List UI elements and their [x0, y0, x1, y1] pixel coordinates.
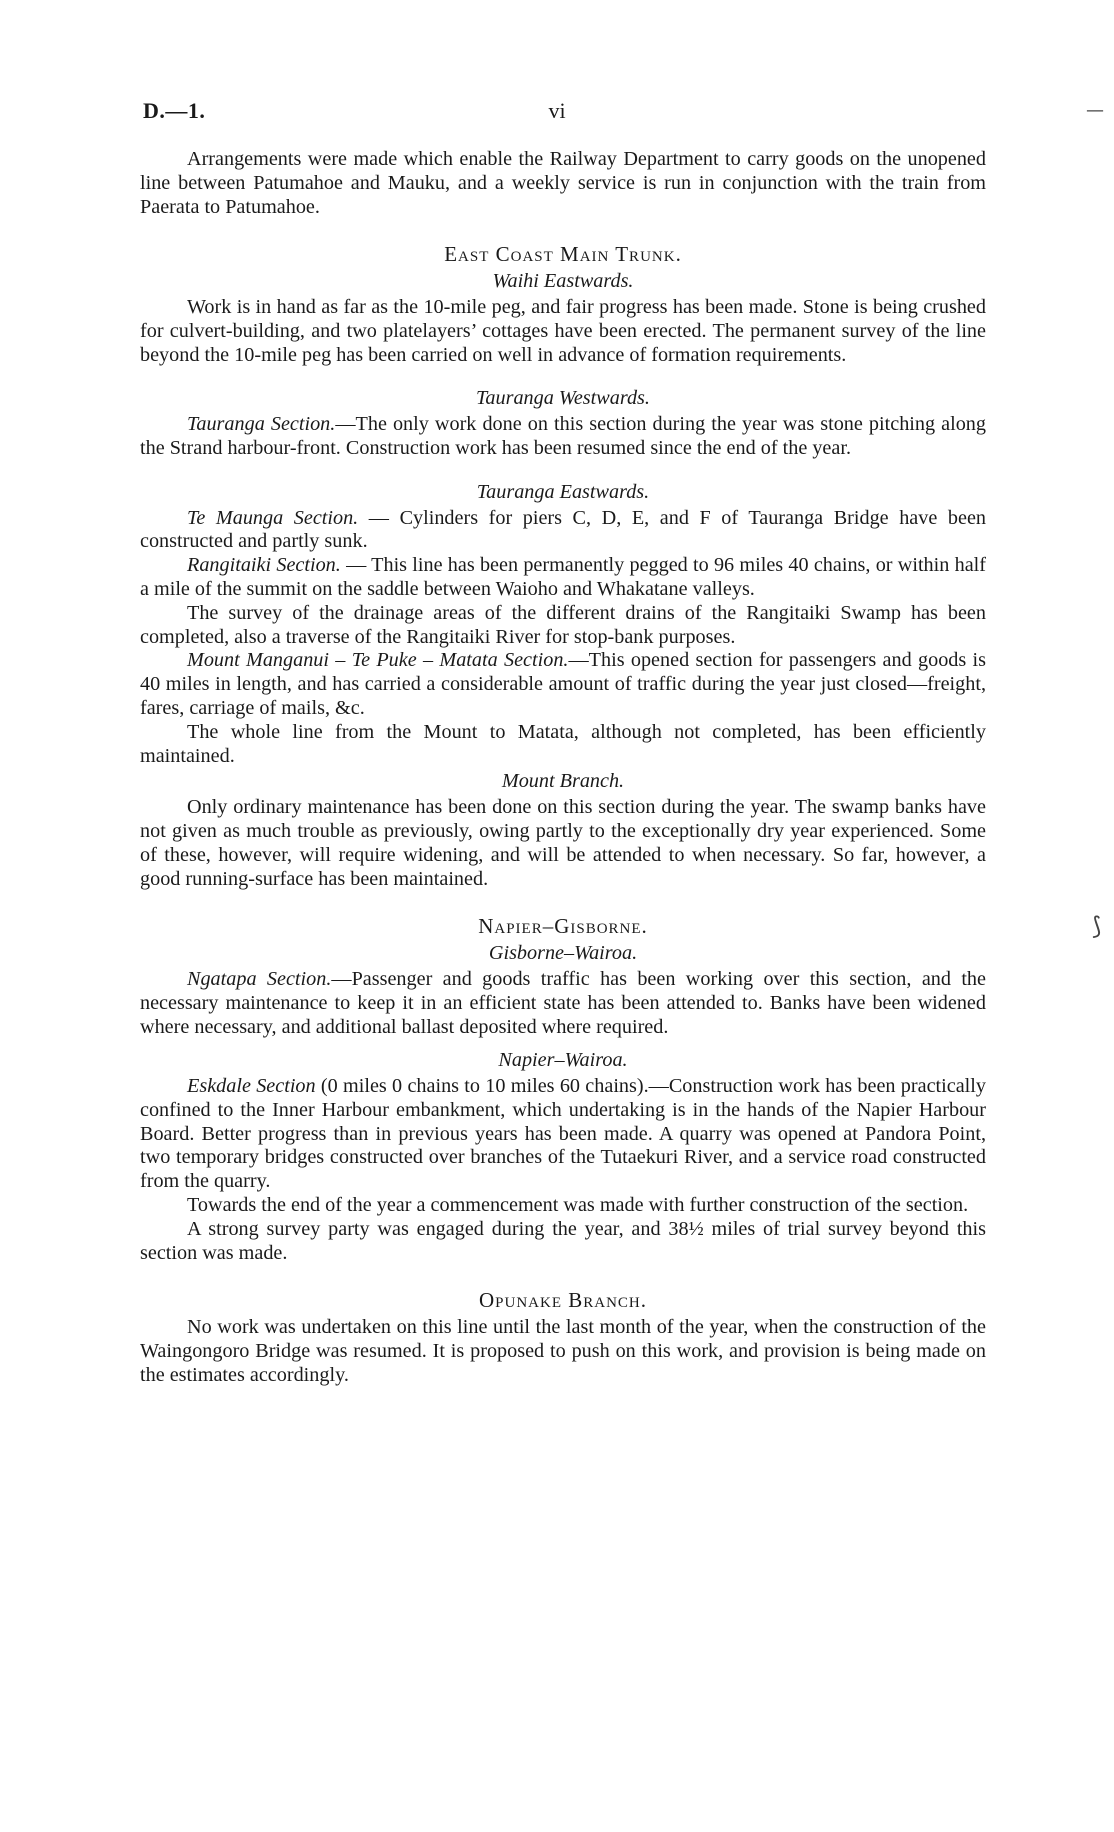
opunake-paragraph: No work was undertaken on this line until the last month of the year, when the construction of the Waingongoro Bridge was resumed. It is proposed to push on this work, and provision is being made on the estimates accordingly.	[140, 1316, 986, 1386]
mount-branch-heading: Mount Branch.	[501, 770, 625, 793]
whole-line-paragraph: The whole line from the Mount to Matata, although not completed, has been efficiently maintained.	[140, 720, 986, 767]
tauranga-section-paragraph	[140, 413, 986, 461]
te-maunga-paragraph	[140, 507, 986, 555]
napier-gisborne-heading: Napier–Gisborne.	[478, 914, 648, 939]
eskdale-text: (0 miles 0 chains to 10 miles 60 chains).—Construction work has been practically confined to the Inner Harbour embankment, which undertaking is in the hands of the Napier Harbour Board. Better progress than in previous years has been made. A quarry was opened at Pandora Point, two temporary bridges constructed over branches of the Tutaekuri River, and a service road constructed from the quarry.	[140, 1075, 986, 1193]
mount-manganui-text: —This opened section for passengers and goods is 40 miles in length, and has carried a considerable amount of traffic during the year just closed—freight, fares, carriage of mails, &c.	[140, 649, 987, 719]
tauranga-westwards-heading: Tauranga Westwards.	[476, 387, 650, 410]
ngatapa-paragraph	[140, 968, 986, 1039]
tauranga-section-text: —The only work done on this section during the year was stone pitching along the Strand harbour-front. Construction work has been resumed since the end of the year.	[140, 413, 986, 459]
tauranga-section-lead: Tauranga Section.	[187, 413, 336, 436]
gisborne-wairoa-heading: Gisborne–Wairoa.	[488, 942, 638, 965]
rangitaiki-text: — This line has been permanently pegged to 96 miles 40 chains, or within half a mile of the summit on the saddle between Waioho and Whakatane valleys.	[140, 554, 986, 600]
mount-branch-paragraph: Only ordinary maintenance has been done on this section during the year. The swamp banks have not given as much trouble as previously, owing partly to the exceptionally dry year experienced. Some of these, however, will require widening, and will be attended to when necessary. So far, however, a good running-surface has been maintained.	[140, 796, 986, 890]
rangitaiki-paragraph	[140, 554, 986, 602]
mount-manganui-paragraph	[140, 649, 986, 720]
document-reference: D.—1.	[143, 98, 206, 123]
tauranga-eastwards-heading: Tauranga Eastwards.	[476, 480, 650, 503]
mount-manganui-lead: Mount Manganui – Te Puke – Matata Section.	[187, 649, 569, 672]
intro-paragraph: Arrangements were made which enable the Railway Department to carry goods on the unopened line between Patumahoe and Mauku, and a weekly service is run in conjunction with the train from Paerata to Patumahoe.	[140, 148, 986, 218]
further-construction-paragraph: Towards the end of the year a commencement was made with further construction of the section.	[187, 1194, 969, 1217]
eskdale-paragraph	[140, 1075, 986, 1194]
waihi-paragraph: Work is in hand as far as the 10-mile peg, and fair progress has been made. Stone is being crushed for culvert-building, and two platelayers’ cottages have been erected. The permanent survey of the line beyond the 10-mile peg has been carried on well in advance of formation requirements.	[140, 295, 986, 366]
survey-party-paragraph: A strong survey party was engaged during the year, and 38½ miles of trial survey beyond this section was made.	[140, 1217, 986, 1264]
document-body	[140, 148, 986, 1388]
ngatapa-text: —Passenger and goods traffic has been working over this section, and the necessary maintenance to keep it in an efficient state has been attended to. Banks have been widened where necessary, and additional ballast deposited where required.	[140, 967, 986, 1038]
ngatapa-lead: Ngatapa Section.	[187, 967, 332, 990]
napier-wairoa-heading: Napier–Wairoa.	[498, 1049, 628, 1072]
te-maunga-lead: Te Maunga Section.	[187, 506, 359, 529]
margin-dash-mark: —	[1086, 100, 1104, 121]
waihi-eastwards-heading: Waihi Eastwards.	[492, 270, 634, 293]
page-number: vi	[548, 98, 566, 123]
drainage-paragraph: The survey of the drainage areas of the different drains of the Rangitaiki Swamp has been completed, also a traverse of the Rangitaiki River for stop-bank purposes.	[140, 601, 986, 648]
rangitaiki-lead: Rangitaiki Section.	[187, 554, 341, 577]
eskdale-lead: Eskdale Section	[187, 1075, 316, 1098]
page-header	[143, 98, 971, 128]
opunake-branch-heading: Opunake Branch.	[478, 1288, 647, 1313]
margin-bracket-mark: ⟆	[1092, 912, 1102, 940]
te-maunga-text: — Cylinders for piers C, D, E, and F of Tauranga Bridge have been constructed and partly sunk.	[140, 506, 986, 553]
east-coast-heading: East Coast Main Trunk.	[444, 242, 682, 267]
